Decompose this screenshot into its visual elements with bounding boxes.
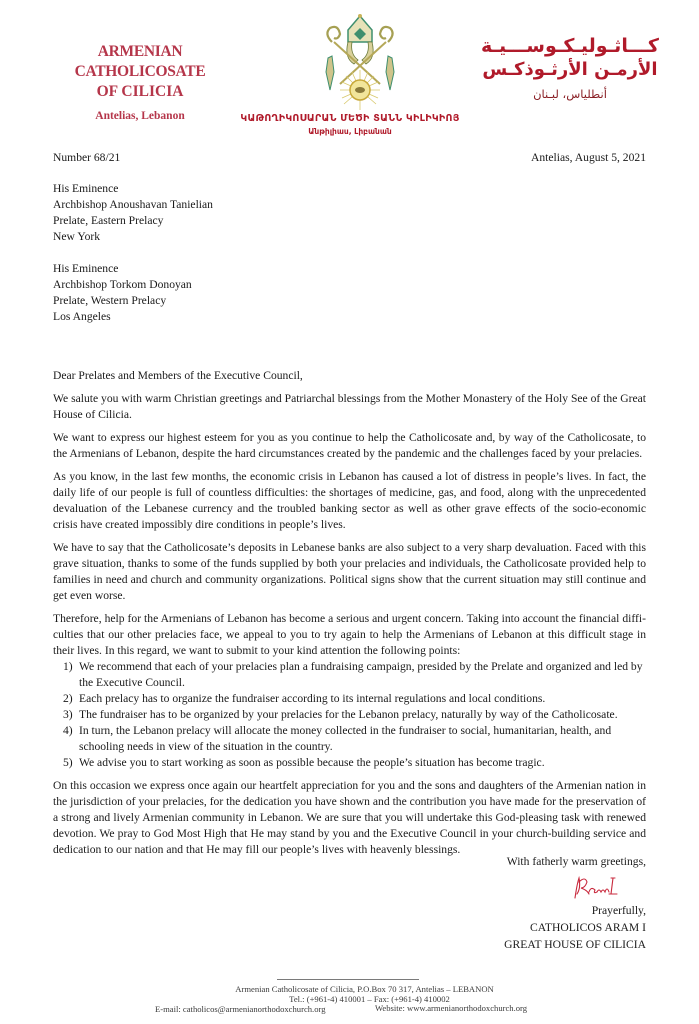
letterhead-english [40, 42, 240, 124]
footer-address: Armenian Catholicosate of Cilicia, P.O.Box 70 317, Antelias – LEBANON [235, 984, 494, 994]
armenian-line1: ԿԱԹՈՂԻԿՈՍԱՐԱՆ ՄԵԾԻ ՏԱՆՆ ԿԻԼԻԿԻՈՅ [240, 113, 460, 124]
recipient-name: Archbishop Torkom Donoyan [53, 278, 192, 291]
letter-body [53, 150, 646, 858]
valediction: Prayerfully, [591, 904, 646, 917]
recipient-city: New York [53, 230, 101, 243]
list-item [63, 659, 646, 691]
org-location: Antelias, Lebanon [95, 110, 185, 122]
coat-of-arms-icon [318, 12, 402, 114]
list-item-number: 2) [63, 692, 73, 705]
signatory-title: GREAT HOUSE OF CILICIA [504, 938, 646, 951]
arabic-location: أنطلياس، لبـنان [533, 87, 607, 101]
list-item-text: Each prelacy has to organize the fundraiser according to its internal regulations and local conditions. [79, 692, 546, 705]
numbered-points-list [53, 659, 646, 771]
list-item-number: 5) [63, 756, 73, 769]
list-item-text: The fundraiser has to be organized by your prelacies for the Lebanon prelacy, naturally by way of the Catholicosate. [79, 708, 618, 721]
paragraph: As you know, in the last few months, the economic crisis in Lebanon has caused a lot of distress in people’s lives. In fact, the daily life of our people is full of countless difficulties: the shortages of medicine, gas, and food, along with the unprecedented devaluation of the Lebanese currency and the troubled banking sector as well as other grave effects of the socio-economic crisis have created impossibly dire conditions in people’s lives. [53, 470, 646, 531]
signatory [504, 902, 646, 953]
list-item [63, 707, 646, 723]
footer-divider [277, 979, 419, 980]
reference-number: Number 68/21 [53, 151, 121, 164]
armenian-location: Անթիլիաս, Լիբանան [308, 127, 392, 136]
letterhead [0, 0, 699, 145]
paragraph: We salute you with warm Christian greetings and Patriarchal blessings from the Mother Monastery of the Holy See of the Great House of Cilicia. [53, 392, 646, 421]
list-item-number: 1) [63, 660, 73, 673]
recipient-honorific: His Eminence [53, 262, 119, 275]
paragraph: We have to say that the Catholicosate’s deposits in Lebanese banks are also subject to a very sharp devaluation. Faced with this grave situation, thanks to some of the funds supplied by both your prelacies and individuals, the Catholicosate provided help to families in need and church and community organizations. Political signs show that the current situation may still continue and get even worse. [53, 541, 646, 602]
list-item-text: We advise you to start working as soon as possible because the people’s situation has become tragic. [79, 756, 545, 769]
list-item-number: 4) [63, 724, 73, 737]
reference-row [53, 150, 646, 166]
list-item-text: In turn, the Lebanon prelacy will allocate the money collected in the fundraiser to social, humanitarian, health, and schooling needs in view of the situation in the country. [79, 724, 612, 753]
recipient-city: Los Angeles [53, 310, 111, 323]
arabic-line1: كـــاثـوليـكـوســـيـة [481, 35, 659, 57]
footer-email: E-mail: catholicos@armenianorthodoxchurch.org [155, 1004, 326, 1014]
recipient-address [53, 181, 646, 245]
list-item-number: 3) [63, 708, 73, 721]
list-item [63, 723, 646, 755]
recipient-name: Archbishop Anoushavan Tanielian [53, 198, 213, 211]
footer-website: Website: www.armenianorthodoxchurch.org [375, 1003, 528, 1013]
signature-block [504, 854, 646, 953]
list-item [63, 755, 646, 771]
recipient-address [53, 261, 646, 325]
letterhead-arabic [460, 34, 680, 104]
letterhead-armenian [220, 112, 480, 137]
list-item [63, 691, 646, 707]
list-item-text: We recommend that each of your prelacies plan a fundraising campaign, presided by the Prelate and organized and led by the Executive Council. [79, 660, 643, 689]
org-name-line2: OF CILICIA [96, 83, 184, 100]
paragraph: We want to express our highest esteem for you as you continue to help the Catholicosate and, by way of the Catholicosate, to the Armenians of Lebanon, despite the hard circumstances created by the pandemic and the challenges faced by your prelacies. [53, 431, 646, 460]
closing-paragraph: On this occasion we express once again our heartfelt appreciation for you and the sons and daughters of the Armenian nation in the jurisdiction of your prelacies, for the dedication you have shown and the contribution you have made for the preservation of a strong and lively Armenian community in Lebanon. We are sure that you will undertake this God-pleasing task with renewed devotion. We pray to God Most High that He may stand by you and the Executive Council in your church-building service and dedication to our nation and that He may fill our people’s lives with heavenly blessings. [53, 779, 646, 856]
salutation: Dear Prelates and Members of the Executive Council, [53, 369, 303, 382]
recipient-title: Prelate, Eastern Prelacy [53, 214, 164, 227]
place-date: Antelias, August 5, 2021 [531, 151, 646, 164]
paragraph: Therefore, help for the Armenians of Lebanon has become a serious and urgent concern. Taking into account the financial diffi-culties that our other prelacies face, we appeal to you to try again to help the Armenians of Lebanon at this difficult stage in their lives. In this regard, we want to submit to your kind attention the following points: [53, 612, 646, 657]
signatory-name: CATHOLICOS ARAM I [530, 921, 646, 934]
org-name-line1: ARMENIAN CATHOLICOSATE [74, 43, 206, 80]
recipient-honorific: His Eminence [53, 182, 119, 195]
arabic-line2: الأرمـن الأرثـوذكـس [482, 59, 658, 80]
closing-greeting: With fatherly warm greetings, [506, 855, 646, 868]
handwritten-signature-icon [571, 874, 626, 900]
recipient-title: Prelate, Western Prelacy [53, 294, 167, 307]
footer-phone-fax: Tel.: (+961-4) 410001 – Fax: (+961-4) 410002 [289, 994, 450, 1004]
